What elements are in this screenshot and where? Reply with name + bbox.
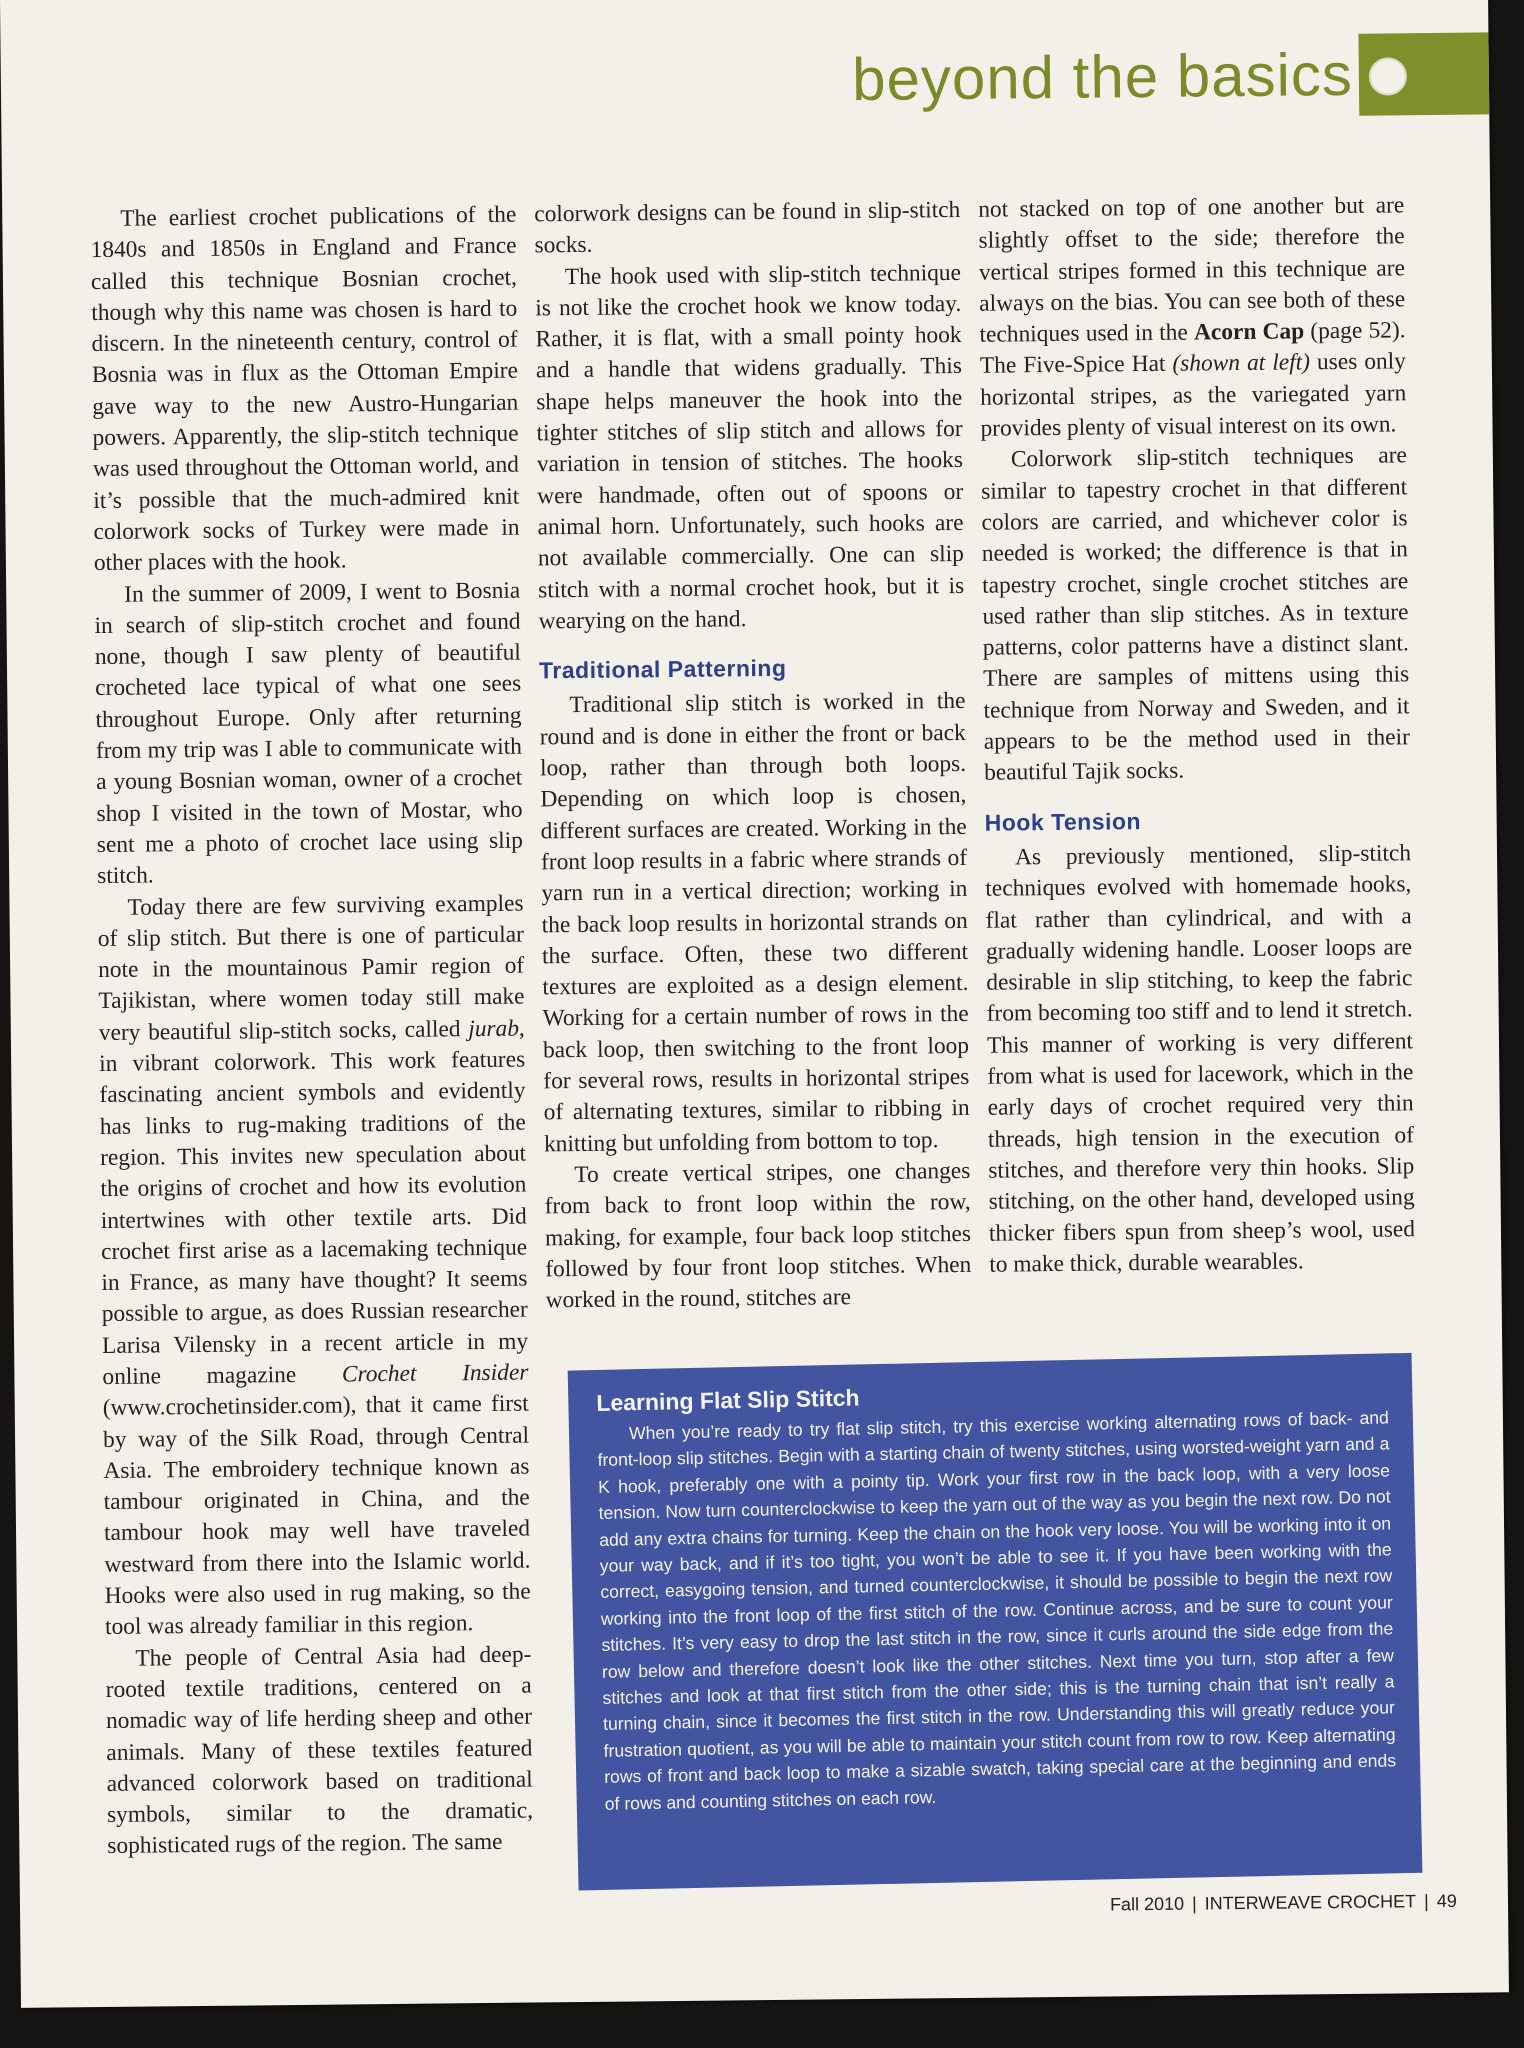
sidebar-title: Learning Flat Slip Stitch: [596, 1384, 860, 1416]
divider: |: [1423, 1891, 1429, 1912]
paragraph: As previously mentioned, slip-stitch techniques evolved with homemade hooks, flat rather than cylindrical, and with a gradually widening handle. Looser loops are desirable in slip stitching, to keep the fabric from becoming too stiff and to lend it stretch. This manner of working is very different from what is used for lacework, which in the early days of crochet required very thin threads, high tension in the execution of stitches, and therefore very thin hooks. Slip stitching, on the other hand, developed using thicker fibers spun from sheep’s wool, used to make thick, durable wearables.: [985, 840, 1416, 1278]
paragraph: not stacked on top of one another but are slightly offset to the side; therefore the vertical stripes formed in this technique are always on the bias. You can see both of these techniques used in the Acorn Cap (page 52). The Five-Spice Hat (shown at left) uses only horizontal stripes, as the variegated yarn provides plenty of visual interest on its own.: [978, 192, 1407, 442]
paragraph: The earliest crochet publications of the 1840s and 1850s in England and France called this technique Bosnian crochet, though why this name was chosen is hard to discern. In the nineteenth century, control of Bosnia was in flux as the Ottoman Empire gave way to the new Austro-Hungarian powers. Apparently, the slip-stitch technique was used throughout the Ottoman world, and it’s possible that the much-admired knit colorwork socks of Turkey were made in other places with the hook.: [90, 201, 520, 577]
text-column-3: [978, 190, 1415, 1280]
text-column-2: [534, 195, 972, 1317]
section-header: [852, 30, 1490, 123]
magazine-name: INTERWEAVE CROCHET: [1204, 1891, 1417, 1914]
paragraph: Traditional slip stitch is worked in the round and is done in either the front or back loop, rather than through both loops. Depending on which loop is chosen, different surfaces are created. Working in the front loop results in a fabric where strands of yarn run in a vertical direction; working in the back loop results in horizontal strands on the surface. Often, these two different textures are exploited as a design element. Working for a certain number of rows in the back loop, then switching to the front loop for several rows, results in horizontal stripes of alternating textures, similar to ribbing in knitting but unfolding from bottom to top.: [539, 688, 970, 1157]
paragraph: colorwork designs can be found in slip-stitch socks.: [534, 196, 961, 259]
paragraph: The people of Central Asia had deep-rooted textile traditions, centered on a nomadic way of life herding sheep and other animals. Many of these textiles featured advanced colorwork based on traditional symbols, similar to the dramatic, sophisticated rugs of the region. The same: [105, 1641, 534, 1860]
paragraph: In the summer of 2009, I went to Bosnia in search of slip-stitch crochet and found none, though I saw plenty of beautiful crocheted lace typical of what one sees throughout Europe. Only after returning from my trip was I able to communicate with a young Bosnian woman, owner of a crochet shop I visited in the town of Mostar, who sent me a photo of crochet lace using slip stitch.: [94, 577, 523, 890]
sidebar-body: When you’re ready to try flat slip stitch, try this exercise working alternating rows of back- and front-loop slip stitches. Begin with a starting chain of twenty stitches, using worsted-weight yarn and a K hook, preferably one with a pointy tip. Work your first row in the back loop, with a very loose tension. Now turn counterclockwise to keep the yarn out of the way as you begin the next row. Do not add any extra chains for turning. Keep the chain on the hook very loose. You will be working into it on your way back, and if it’s too tight, you won’t be able to see it. If you have been working with the correct, easygoing tension, and turned counterclockwise, it should be possible to begin the next row working into the front loop of the first stitch of the row. Continue across, and be sure to count your stitches. It’s very easy to drop the last stitch in the row, since it curls around the side edge from the row below and therefore doesn’t look like the other stitches. Next time you turn, stop after a few stitches and look at that first stitch from the other side; this is the turning chain that isn’t really a turning chain, since it becomes the first stitch in the row. Understanding this will greatly reduce your frustration quotient, as you will be able to maintain your stitch count from row to row. Keep alternating rows of front and back loop to make a sizable swatch, taking special care at the beginning and ends of rows and counting stitches on each row.: [597, 1407, 1397, 1814]
paragraph: The hook used with slip-stitch technique is not like the crochet hook we know today. Rather, it is flat, with a small pointy hook and a handle that widens gradually. This shape helps maneuver the hook into the tighter stitches of slip stitch and allows for variation in tension of stitches. The hooks were handmade, often out of spoons or animal horn. Unfortunately, such hooks are not available commercially. One can slip stitch with a normal crochet hook, but it is wearying on the hand.: [535, 259, 965, 635]
sidebar-box: [568, 1353, 1423, 1891]
subheading-hook-tension: Hook Tension: [984, 807, 1142, 836]
section-title: beyond the basics: [851, 40, 1354, 114]
circle-bullet-icon: [1369, 57, 1407, 95]
paragraph: Colorwork slip-stitch techniques are similar to tapestry crochet in that different colors are carried, and whichever color is needed is worked; the difference is that in tapestry crochet, single crochet stitches are used rather than slip stitches. As in texture patterns, color patterns have a distinct slant. There are samples of mittens using this technique from Norway and Sweden, and it appears to be the method used in their beautiful Tajik socks.: [981, 442, 1410, 787]
divider: |: [1191, 1893, 1197, 1914]
page-footer: [1110, 1891, 1457, 1916]
header-tab: [1358, 32, 1489, 115]
page-number: 49: [1436, 1890, 1457, 1912]
subheading-traditional-patterning: Traditional Patterning: [538, 654, 787, 684]
paragraph: Today there are few surviving examples of slip stitch. But there is one of particular note in the mountainous Pamir region of Tajikistan, where women today still make very beautiful slip-stitch socks, called jurab, in vibrant colorwork. This work features fascinating ancient symbols and evidently has links to rug-making traditions of the region. This invites new speculation about the origins of crochet and how its evolution intertwines with other textile arts. Did crochet first arise as a lacemaking technique in France, as many have thought? It seems possible to argue, as does Russian researcher Larisa Vilensky in a recent article in my online magazine Crochet Insider (www.crochetinsider.com), that it came first by way of the Silk Road, through Central Asia. The embroidery technique known as tambour originated in China, and the tambour hook may well have traveled westward from there into the Islamic world. Hooks were also used in rug making, so the tool was already familiar in this region.: [97, 890, 531, 1641]
text-column-1: [90, 200, 533, 1863]
paragraph: To create vertical stripes, one changes from back to front loop within the row, making, for example, four back loop stitches followed by four front loop stitches. When worked in the round, stitches are: [544, 1157, 972, 1314]
issue-label: Fall 2010: [1109, 1893, 1185, 1915]
